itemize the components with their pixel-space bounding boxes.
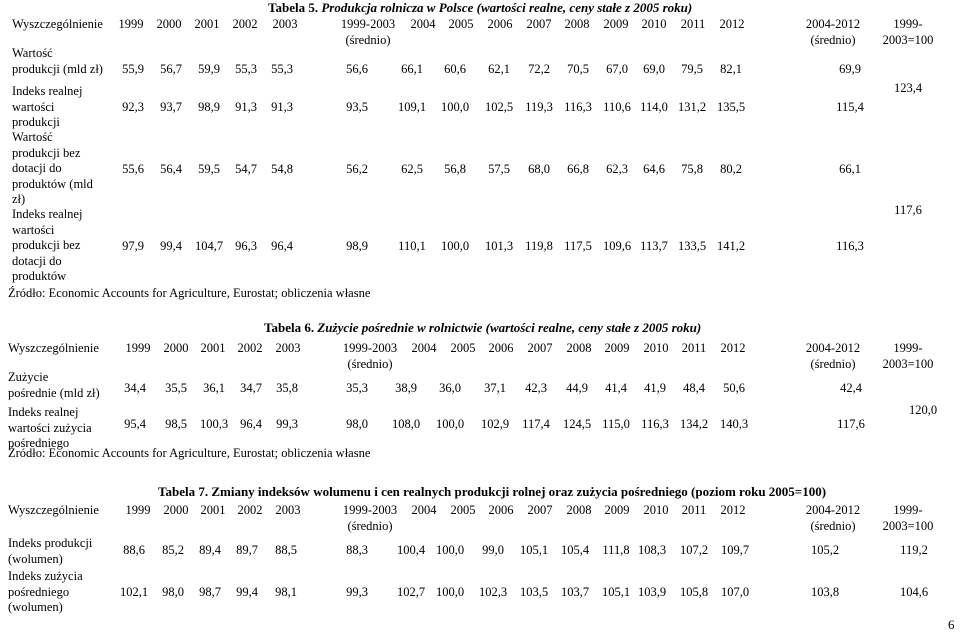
- data-cell: 108,0: [391, 417, 421, 431]
- data-cell: 102,5: [484, 100, 514, 114]
- header-avg-b: 2004-2012: [805, 503, 861, 517]
- header-year: 2005: [448, 17, 474, 31]
- header-year: 2007: [526, 17, 552, 31]
- header-index-base-sub: 2003=100: [882, 519, 934, 533]
- data-cell: 57,5: [488, 162, 510, 176]
- data-cell: 66,1: [839, 162, 861, 176]
- header-year: 2004: [411, 503, 437, 517]
- data-cell: 109,7: [720, 543, 750, 557]
- data-cell: 114,0: [640, 100, 668, 114]
- row-label-line: dotacji do: [12, 253, 62, 268]
- data-cell: 100,0: [435, 585, 465, 599]
- data-cell: 105,1: [519, 543, 549, 557]
- data-cell: 103,9: [637, 585, 667, 599]
- data-cell: 89,7: [236, 543, 258, 557]
- header-avg-a-sub: (średnio): [347, 519, 393, 533]
- header-avg-a-sub: (średnio): [345, 33, 391, 47]
- header-year: 2001: [194, 17, 220, 31]
- data-cell: 98,9: [198, 100, 220, 114]
- data-cell: 109,1: [397, 100, 427, 114]
- header-index-base-sub: 2003=100: [882, 33, 934, 47]
- data-cell: 37,1: [484, 381, 506, 395]
- data-cell: 99,3: [276, 417, 298, 431]
- data-cell: 64,6: [643, 162, 665, 176]
- data-cell: 66,1: [401, 62, 423, 76]
- header-year: 2009: [603, 17, 629, 31]
- data-cell: 100,0: [435, 417, 465, 431]
- data-cell: 99,4: [160, 239, 182, 253]
- table7-title: Tabela 7. Zmiany indeksów wolumenu i cen realnych produkcji rolnej oraz zużycia pośredniego (poziom roku 2005=100): [158, 484, 827, 499]
- data-cell: 101,3: [484, 239, 514, 253]
- data-cell: 88,6: [123, 543, 145, 557]
- data-cell: 115,0: [602, 417, 630, 431]
- row-label-line: Indeks realnej: [12, 207, 83, 221]
- data-cell: 69,9: [839, 62, 861, 76]
- data-cell: 115,4: [836, 100, 864, 114]
- data-cell: 55,3: [271, 62, 293, 76]
- header-avg-a: 1999-2003: [342, 341, 398, 355]
- data-cell: 36,0: [439, 381, 461, 395]
- data-cell: 42,3: [525, 381, 547, 395]
- data-cell: 105,8: [679, 585, 709, 599]
- data-cell: 103,8: [810, 585, 840, 599]
- data-cell: 96,3: [235, 239, 257, 253]
- data-cell: 36,1: [203, 381, 225, 395]
- index-value: 117,6: [894, 203, 922, 217]
- header-wyszczegolnienie: Wyszczególnienie: [12, 17, 103, 31]
- data-cell: 105,1: [601, 585, 631, 599]
- data-cell: 100,0: [440, 100, 470, 114]
- row-label: [8, 569, 83, 616]
- data-cell: 50,6: [723, 381, 745, 395]
- header-avg-b: 2004-2012: [805, 341, 861, 355]
- row-label-line: Indeks realnej: [12, 84, 83, 98]
- data-cell: 97,9: [122, 239, 144, 253]
- header-avg-a: 1999-2003: [342, 503, 398, 517]
- row-label-line: pośrednie (mld zł): [8, 385, 100, 400]
- row-label: [8, 405, 92, 452]
- data-cell: 98,9: [346, 239, 368, 253]
- data-cell: 100,3: [199, 417, 229, 431]
- data-cell: 88,3: [346, 543, 368, 557]
- row-label-line: produktów (mld: [12, 176, 93, 191]
- header-year: 2010: [643, 503, 669, 517]
- header-year: 2005: [450, 503, 476, 517]
- data-cell: 113,7: [640, 239, 668, 253]
- data-cell: 100,0: [440, 239, 470, 253]
- row-label-line: Indeks realnej: [8, 405, 79, 419]
- data-cell: 110,1: [398, 239, 426, 253]
- header-year: 2003: [275, 341, 301, 355]
- header-year: 2006: [487, 17, 513, 31]
- header-year: 1999: [125, 503, 151, 517]
- header-year: 2002: [232, 17, 258, 31]
- data-cell: 103,7: [560, 585, 590, 599]
- data-cell: 68,0: [528, 162, 550, 176]
- header-year: 2003: [272, 17, 298, 31]
- header-year: 2009: [604, 341, 630, 355]
- data-cell: 135,5: [716, 100, 746, 114]
- data-cell: 105,4: [560, 543, 590, 557]
- row-label-line: produkcji: [12, 115, 60, 129]
- header-index-base: 1999-: [893, 341, 923, 355]
- header-avg-b-sub: (średnio): [810, 519, 856, 533]
- data-cell: 35,3: [346, 381, 368, 395]
- index-value: 120,0: [908, 403, 938, 417]
- header-year: 2007: [527, 341, 553, 355]
- data-cell: 56,2: [346, 162, 368, 176]
- data-cell: 110,6: [603, 100, 631, 114]
- data-cell: 91,3: [235, 100, 257, 114]
- data-cell: 99,0: [482, 543, 504, 557]
- data-cell: 96,4: [271, 239, 293, 253]
- data-cell: 141,2: [716, 239, 746, 253]
- data-cell: 117,4: [522, 417, 550, 431]
- data-cell: 98,0: [162, 585, 184, 599]
- data-cell: 116,3: [641, 417, 669, 431]
- data-cell: 48,4: [683, 381, 705, 395]
- data-cell: 124,5: [562, 417, 592, 431]
- row-label: [12, 130, 93, 208]
- data-cell: 82,1: [720, 62, 742, 76]
- data-cell: 107,2: [679, 543, 709, 557]
- data-cell: 133,5: [677, 239, 707, 253]
- data-cell: 96,4: [240, 417, 262, 431]
- data-cell: 116,3: [836, 239, 864, 253]
- source-note: Źródło: Economic Accounts for Agriculture, Eurostat; obliczenia własne: [8, 446, 371, 460]
- data-cell: 131,2: [677, 100, 707, 114]
- header-avg-a: 1999-2003: [340, 17, 396, 31]
- data-cell: 100,0: [435, 543, 465, 557]
- data-cell: 99,4: [236, 585, 258, 599]
- header-year: 2011: [681, 341, 707, 355]
- data-cell: 119,8: [525, 239, 553, 253]
- header-year: 2000: [163, 341, 189, 355]
- data-cell: 98,1: [275, 585, 297, 599]
- row-label: [8, 370, 100, 401]
- header-index-base-sub: 2003=100: [882, 357, 934, 371]
- header-avg-b: 2004-2012: [805, 17, 861, 31]
- data-cell: 56,6: [346, 62, 368, 76]
- table6-title: Tabela 6. Zużycie pośrednie w rolnictwie (wartości realne, ceny stałe z 2005 roku): [264, 320, 702, 335]
- data-cell: 67,0: [606, 62, 628, 76]
- data-cell: 54,7: [235, 162, 257, 176]
- header-year: 2010: [643, 341, 669, 355]
- data-cell: 102,9: [480, 417, 510, 431]
- header-year: 2007: [527, 503, 553, 517]
- data-cell: 93,5: [346, 100, 368, 114]
- data-cell: 117,6: [837, 417, 865, 431]
- header-year: 2011: [681, 503, 707, 517]
- header-year: 2009: [604, 503, 630, 517]
- data-cell: 79,5: [681, 62, 703, 76]
- data-cell: 89,4: [199, 543, 221, 557]
- data-cell: 59,9: [198, 62, 220, 76]
- row-label-line: produkcji bez: [12, 145, 81, 160]
- header-year: 2006: [488, 503, 514, 517]
- header-year: 2012: [720, 503, 746, 517]
- data-cell: 95,4: [124, 417, 146, 431]
- data-cell: 72,2: [528, 62, 550, 76]
- data-cell: 35,5: [165, 381, 187, 395]
- data-cell: 62,1: [488, 62, 510, 76]
- header-year: 2003: [275, 503, 301, 517]
- data-cell: 103,5: [519, 585, 549, 599]
- row-label-line: Zużycie: [8, 370, 49, 384]
- header-wyszczegolnienie: Wyszczególnienie: [8, 341, 99, 355]
- header-year: 2012: [719, 17, 745, 31]
- header-year: 2004: [410, 17, 436, 31]
- data-cell: 54,8: [271, 162, 293, 176]
- header-year: 2004: [411, 341, 437, 355]
- data-cell: 88,5: [275, 543, 297, 557]
- data-cell: 59,5: [198, 162, 220, 176]
- data-cell: 117,5: [564, 239, 592, 253]
- header-year: 2001: [200, 503, 226, 517]
- row-label: [12, 207, 82, 285]
- data-cell: 104,7: [194, 239, 224, 253]
- header-year: 2008: [566, 503, 592, 517]
- row-label-line: Wartość: [12, 46, 53, 60]
- header-avg-b-sub: (średnio): [810, 33, 856, 47]
- row-label-line: Wartość: [12, 130, 53, 144]
- data-cell: 99,3: [346, 585, 368, 599]
- data-cell: 102,3: [478, 585, 508, 599]
- data-cell: 35,8: [276, 381, 298, 395]
- row-label-line: wartości zużycia: [8, 420, 92, 435]
- header-year: 2010: [641, 17, 667, 31]
- header-year: 2001: [200, 341, 226, 355]
- row-label: [8, 536, 92, 567]
- data-cell: 56,7: [160, 62, 182, 76]
- data-cell: 109,6: [602, 239, 632, 253]
- data-cell: 80,2: [720, 162, 742, 176]
- header-year: 2005: [450, 341, 476, 355]
- row-label-line: produkcji (mld zł): [12, 61, 103, 76]
- data-cell: 140,3: [719, 417, 749, 431]
- row-label-line: produktów: [12, 269, 67, 283]
- header-year: 2012: [720, 341, 746, 355]
- data-cell: 55,6: [122, 162, 144, 176]
- data-cell: 66,8: [567, 162, 589, 176]
- data-cell: 75,8: [681, 162, 703, 176]
- data-cell: 62,5: [401, 162, 423, 176]
- data-cell: 100,4: [396, 543, 426, 557]
- data-cell: 55,3: [235, 62, 257, 76]
- row-label: [12, 84, 82, 131]
- data-cell: 102,7: [396, 585, 426, 599]
- data-cell: 116,3: [564, 100, 592, 114]
- data-cell: 62,3: [606, 162, 628, 176]
- data-cell: 107,0: [720, 585, 750, 599]
- header-avg-b-sub: (średnio): [810, 357, 856, 371]
- header-year: 1999: [118, 17, 144, 31]
- data-cell: 105,2: [810, 543, 840, 557]
- data-cell: 119,2: [900, 543, 928, 557]
- source-note: Źródło: Economic Accounts for Agriculture, Eurostat; obliczenia własne: [8, 286, 371, 300]
- data-cell: 56,8: [444, 162, 466, 176]
- data-cell: 91,3: [271, 100, 293, 114]
- data-cell: 60,6: [444, 62, 466, 76]
- data-cell: 104,6: [899, 585, 929, 599]
- index-value: 123,4: [893, 81, 923, 95]
- row-label-line: (wolumen): [8, 600, 63, 614]
- data-cell: 92,3: [122, 100, 144, 114]
- data-cell: 98,7: [199, 585, 221, 599]
- header-avg-a-sub: (średnio): [347, 357, 393, 371]
- header-index-base: 1999-: [893, 503, 923, 517]
- data-cell: 85,2: [162, 543, 184, 557]
- header-year: 2006: [488, 341, 514, 355]
- data-cell: 93,7: [160, 100, 182, 114]
- header-year: 2000: [163, 503, 189, 517]
- data-cell: 42,4: [840, 381, 862, 395]
- row-label-line: (wolumen): [8, 551, 63, 566]
- header-year: 2000: [156, 17, 182, 31]
- row-label: [12, 46, 103, 77]
- row-label-line: wartości: [12, 222, 55, 237]
- header-wyszczegolnienie: Wyszczególnienie: [8, 503, 99, 517]
- data-cell: 41,9: [644, 381, 666, 395]
- header-year: 2002: [237, 503, 263, 517]
- data-cell: 70,5: [567, 62, 589, 76]
- table5-title: Tabela 5. Produkcja rolnicza w Polsce (wartości realne, ceny stałe z 2005 roku): [268, 0, 693, 15]
- data-cell: 56,4: [160, 162, 182, 176]
- header-year: 2008: [566, 341, 592, 355]
- data-cell: 98,0: [346, 417, 368, 431]
- row-label-line: zł): [12, 192, 26, 206]
- data-cell: 55,9: [122, 62, 144, 76]
- data-cell: 41,4: [605, 381, 627, 395]
- data-cell: 119,3: [525, 100, 553, 114]
- data-cell: 34,7: [240, 381, 262, 395]
- row-label-line: Indeks zużycia: [8, 569, 83, 583]
- data-cell: 34,4: [124, 381, 146, 395]
- row-label-line: pośredniego: [8, 436, 70, 450]
- row-label-line: produkcji bez: [12, 238, 81, 252]
- data-cell: 111,8: [602, 543, 630, 557]
- data-cell: 134,2: [679, 417, 709, 431]
- header-year: 1999: [125, 341, 151, 355]
- data-cell: 69,0: [643, 62, 665, 76]
- header-index-base: 1999-: [893, 17, 923, 31]
- header-year: 2008: [564, 17, 590, 31]
- data-cell: 38,9: [395, 381, 417, 395]
- row-label-line: pośredniego: [8, 584, 70, 599]
- header-year: 2011: [680, 17, 706, 31]
- row-label-line: dotacji do: [12, 161, 62, 175]
- row-label-line: wartości: [12, 99, 55, 114]
- header-year: 2002: [237, 341, 263, 355]
- row-label-line: Indeks produkcji: [8, 536, 93, 550]
- page-number: 6: [948, 617, 955, 632]
- data-cell: 44,9: [566, 381, 588, 395]
- data-cell: 98,5: [165, 417, 187, 431]
- data-cell: 108,3: [637, 543, 667, 557]
- data-cell: 102,1: [119, 585, 149, 599]
